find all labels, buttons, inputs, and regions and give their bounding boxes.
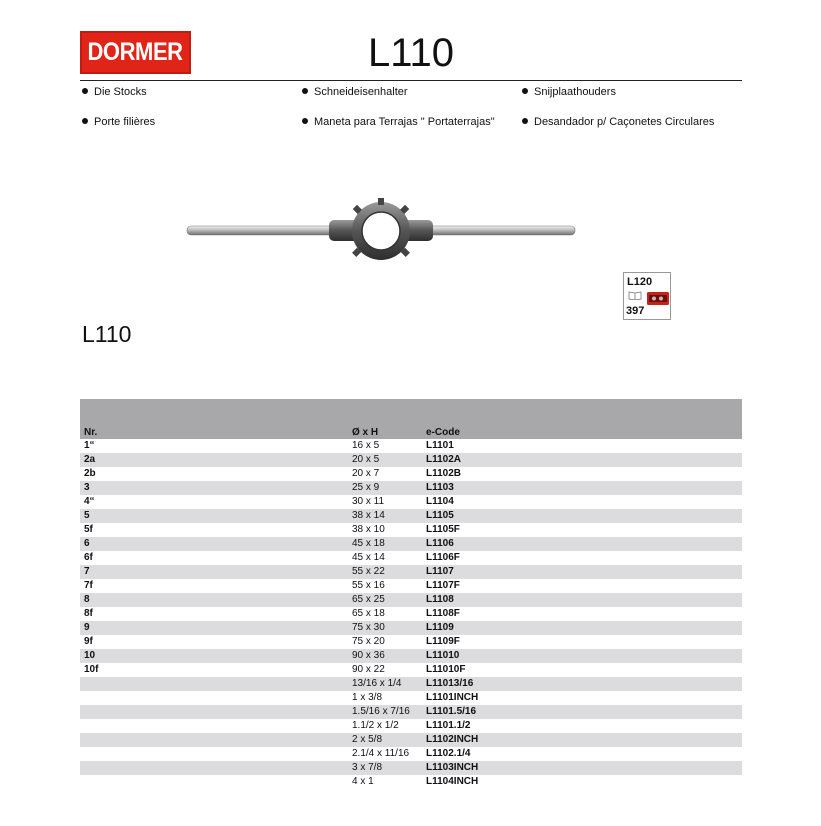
cell-ecode: L1102INCH xyxy=(426,734,479,745)
table-row xyxy=(80,719,742,733)
cell-ecode: L1105 xyxy=(426,510,454,521)
table-row xyxy=(80,621,742,635)
cell-nr: 5f xyxy=(84,524,93,535)
cell-dimensions: 2 x 5/8 xyxy=(352,734,383,745)
bullet-icon xyxy=(82,88,88,94)
table-row xyxy=(80,481,742,495)
description-de xyxy=(302,85,408,99)
description-text: Snijplaathouders xyxy=(534,86,616,98)
description-pt xyxy=(522,115,714,129)
cell-ecode: L1107 xyxy=(426,566,454,577)
tool-case-icon xyxy=(646,289,670,306)
cell-nr: 6 xyxy=(84,538,90,549)
cell-ecode: L1105F xyxy=(426,524,460,535)
page-title: L110 xyxy=(367,31,454,75)
table-row xyxy=(80,495,742,509)
table-row xyxy=(80,551,742,565)
cell-nr: 9 xyxy=(84,622,90,633)
cell-ecode: L1109 xyxy=(426,622,454,633)
header-ecode: e-Code xyxy=(426,427,460,438)
table-row xyxy=(80,537,742,551)
cell-dimensions: 55 x 22 xyxy=(352,566,385,577)
cell-ecode: L1106 xyxy=(426,538,454,549)
cell-dimensions: 16 x 5 xyxy=(352,440,380,451)
table-row xyxy=(80,565,742,579)
cell-dimensions: 20 x 5 xyxy=(352,454,380,465)
cell-dimensions: 55 x 16 xyxy=(352,580,385,591)
table-row xyxy=(80,663,742,677)
cell-nr: 1“ xyxy=(84,440,95,451)
cell-ecode: L1108 xyxy=(426,594,454,605)
cell-nr: 2b xyxy=(84,468,96,479)
header-nr: Nr. xyxy=(84,427,98,438)
cell-nr: 7f xyxy=(84,580,93,591)
cell-dimensions: 90 x 22 xyxy=(352,664,385,675)
cell-ecode: L1101INCH xyxy=(426,692,479,703)
cell-ecode: L1107F xyxy=(426,580,460,591)
cell-ecode: L1102A xyxy=(426,454,462,465)
cell-ecode: L1101.1/2 xyxy=(426,720,471,731)
cell-dimensions: 25 x 9 xyxy=(352,482,380,493)
cell-ecode: L1103 xyxy=(426,482,454,493)
table-body xyxy=(80,439,742,789)
cell-ecode: L11013/16 xyxy=(426,678,474,689)
bullet-icon xyxy=(302,88,308,94)
description-text: Porte filières xyxy=(94,116,156,128)
cell-dimensions: 2.1/4 x 11/16 xyxy=(352,748,410,759)
die-stock-tool-image xyxy=(183,195,579,267)
table-row xyxy=(80,775,742,789)
table-row xyxy=(80,467,742,481)
cell-dimensions: 75 x 30 xyxy=(352,622,385,633)
cell-nr: 6f xyxy=(84,552,93,563)
cell-dimensions: 65 x 25 xyxy=(352,594,385,605)
cell-dimensions: 3 x 7/8 xyxy=(352,762,383,773)
cell-dimensions: 30 x 11 xyxy=(352,496,385,507)
cell-nr: 9f xyxy=(84,636,93,647)
cell-ecode: L1101.5/16 xyxy=(426,706,477,717)
description-es xyxy=(302,115,495,129)
product-table xyxy=(80,399,742,789)
cell-ecode: L1104 xyxy=(426,496,454,507)
table-row xyxy=(80,607,742,621)
cell-ecode: L1109F xyxy=(426,636,460,647)
cell-ecode: L11010 xyxy=(426,650,460,661)
cell-nr: 4“ xyxy=(84,496,95,507)
description-text: Schneideisenhalter xyxy=(314,86,408,98)
cell-dimensions: 45 x 14 xyxy=(352,552,385,563)
cell-nr: 7 xyxy=(84,566,90,577)
bullet-icon xyxy=(82,118,88,124)
description-text: Maneta para Terrajas " Portaterrajas" xyxy=(314,116,495,128)
cell-nr: 5 xyxy=(84,510,90,521)
description-en xyxy=(82,85,147,99)
cell-nr: 10f xyxy=(84,664,99,675)
cell-dimensions: 20 x 7 xyxy=(352,468,380,479)
cell-dimensions: 1.5/16 x 7/16 xyxy=(352,706,410,717)
dormer-logo xyxy=(80,31,191,74)
cell-dimensions: 4 x 1 xyxy=(352,776,374,787)
description-fr xyxy=(82,115,155,129)
header-dimensions: Ø x H xyxy=(352,427,379,438)
cell-dimensions: 38 x 10 xyxy=(352,524,385,535)
cell-dimensions: 38 x 14 xyxy=(352,510,385,521)
cell-ecode: L1101 xyxy=(426,440,454,451)
reference-code: L120 xyxy=(627,276,653,288)
table-row xyxy=(80,635,742,649)
table-row xyxy=(80,453,742,467)
cell-dimensions: 13/16 x 1/4 xyxy=(352,678,402,689)
bullet-icon xyxy=(302,118,308,124)
cell-ecode: L11010F xyxy=(426,664,466,675)
cell-dimensions: 75 x 20 xyxy=(352,636,385,647)
table-row xyxy=(80,509,742,523)
catalog-reference-box xyxy=(623,272,671,320)
cell-nr: 8 xyxy=(84,594,90,605)
reference-page: 397 xyxy=(626,305,645,317)
table-row xyxy=(80,579,742,593)
cell-dimensions: 65 x 18 xyxy=(352,608,385,619)
description-nl xyxy=(522,85,616,99)
cell-ecode: L1104INCH xyxy=(426,776,479,787)
table-row xyxy=(80,691,742,705)
table-row xyxy=(80,705,742,719)
cell-dimensions: 45 x 18 xyxy=(352,538,385,549)
cell-nr: 2a xyxy=(84,454,96,465)
product-subtitle: L110 xyxy=(82,321,132,347)
cell-ecode: L1102.1/4 xyxy=(426,748,471,759)
cell-dimensions: 1.1/2 x 1/2 xyxy=(352,720,399,731)
bullet-icon xyxy=(522,88,528,94)
table-row xyxy=(80,761,742,775)
table-row xyxy=(80,523,742,537)
cell-nr: 10 xyxy=(84,650,96,661)
cell-ecode: L1103INCH xyxy=(426,762,479,773)
table-row xyxy=(80,677,742,691)
book-icon xyxy=(628,290,642,300)
header-divider xyxy=(80,80,742,81)
cell-ecode: L1108F xyxy=(426,608,460,619)
table-row xyxy=(80,747,742,761)
logo-text: DORMER xyxy=(87,38,184,66)
table-header xyxy=(80,399,742,439)
cell-ecode: L1106F xyxy=(426,552,460,563)
cell-dimensions: 90 x 36 xyxy=(352,650,385,661)
table-row xyxy=(80,593,742,607)
description-text: Desandador p/ Caçonetes Circulares xyxy=(534,116,715,128)
cell-nr: 8f xyxy=(84,608,93,619)
cell-ecode: L1102B xyxy=(426,468,462,479)
description-text: Die Stocks xyxy=(94,86,147,98)
cell-dimensions: 1 x 3/8 xyxy=(352,692,383,703)
bullet-icon xyxy=(522,118,528,124)
table-row xyxy=(80,439,742,453)
cell-nr: 3 xyxy=(84,482,90,493)
table-row xyxy=(80,649,742,663)
table-row xyxy=(80,733,742,747)
